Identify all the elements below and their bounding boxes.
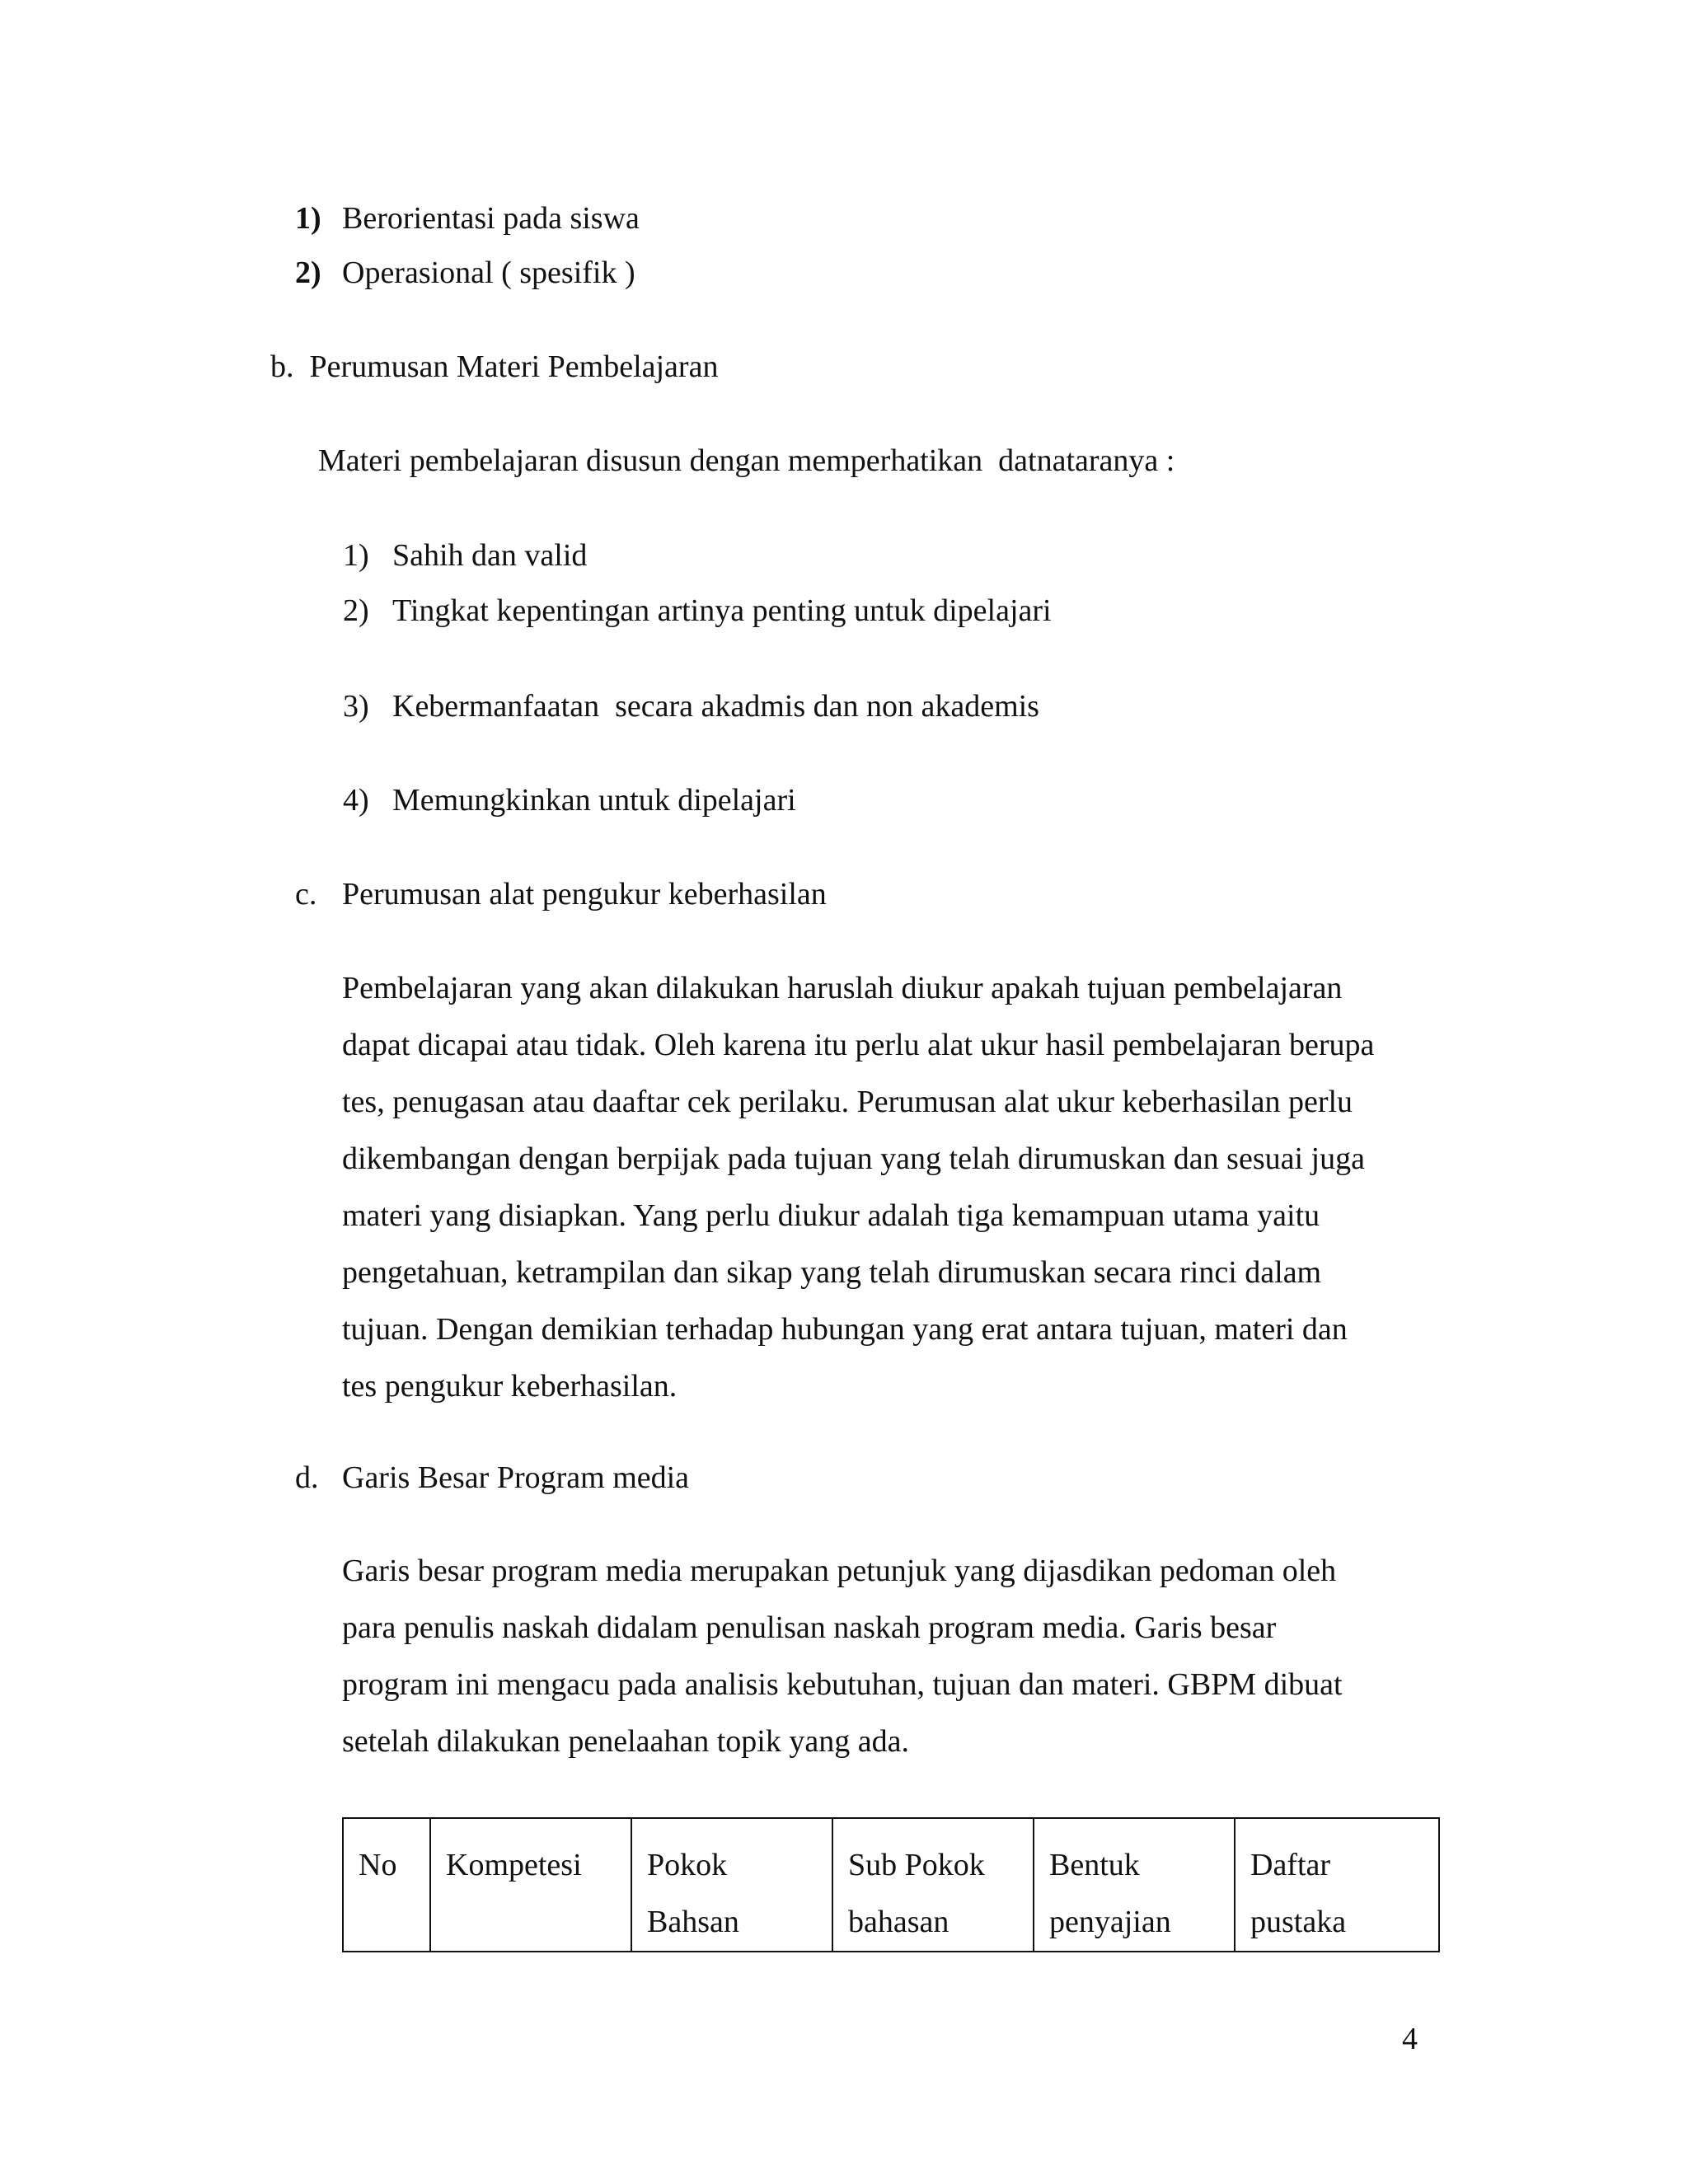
section-d-letter: d. bbox=[295, 1460, 319, 1495]
gbpm-table bbox=[342, 1817, 1440, 1952]
header-text: Daftar bbox=[1250, 1848, 1331, 1882]
table-header-row bbox=[343, 1818, 1439, 1952]
section-b-item-number-2: 2) bbox=[343, 593, 369, 628]
section-c-heading: Perumusan alat pengukur keberhasilan bbox=[342, 877, 827, 912]
section-d-heading: Garis Besar Program media bbox=[342, 1460, 690, 1495]
paragraph-line: pengetahuan, ketrampilan dan sikap yang telah dirumuskan secara rinci dalam bbox=[342, 1255, 1322, 1290]
paragraph-line: tes pengukur keberhasilan. bbox=[342, 1369, 678, 1404]
table-header-cell-daftar-pustaka bbox=[1235, 1818, 1439, 1952]
header-text: pustaka bbox=[1250, 1905, 1347, 1939]
section-b-item-number-3: 3) bbox=[343, 689, 369, 724]
table-header-cell-no bbox=[343, 1818, 430, 1952]
section-c-paragraph bbox=[342, 960, 1438, 1415]
section-b-item-number-1: 1) bbox=[343, 538, 369, 573]
header-text: Bentuk bbox=[1049, 1848, 1140, 1882]
table-header-cell-bentuk-penyajian bbox=[1034, 1818, 1235, 1952]
paragraph-line: tujuan. Dengan demikian terhadap hubungan yang erat antara tujuan, materi dan bbox=[342, 1312, 1348, 1347]
section-b-item-number-4: 4) bbox=[343, 783, 369, 818]
paragraph-line: materi yang disiapkan. Yang perlu diukur adalah tiga kemampuan utama yaitu bbox=[342, 1198, 1320, 1233]
list-top-item-2: Operasional ( spesifik ) bbox=[342, 255, 635, 290]
paragraph-line: Pembelajaran yang akan dilakukan haruslah diukur apakah tujuan pembelajaran bbox=[342, 971, 1343, 1005]
paragraph-line: dikembangan dengan berpijak pada tujuan yang telah dirumuskan dan sesuai juga bbox=[342, 1141, 1365, 1176]
header-text: No bbox=[359, 1848, 397, 1882]
section-b-item-3: Kebermanfaatan secara akadmis dan non akademis bbox=[392, 689, 1039, 724]
table-header-cell-kompetesi bbox=[430, 1818, 631, 1952]
list-top-number-2: 2) bbox=[295, 255, 321, 290]
header-text: Kompetesi bbox=[446, 1848, 582, 1882]
table-header-cell-sub-pokok-bahasan bbox=[832, 1818, 1034, 1952]
paragraph-line: tes, penugasan atau daaftar cek perilaku. Perumusan alat ukur keberhasilan perlu bbox=[342, 1085, 1353, 1119]
paragraph-line: Garis besar program media merupakan petunjuk yang dijasdikan pedoman oleh bbox=[342, 1554, 1337, 1588]
header-text: penyajian bbox=[1049, 1905, 1171, 1939]
page-number: 4 bbox=[1402, 2022, 1418, 2056]
section-c-letter: c. bbox=[295, 877, 317, 912]
section-b-heading: b. Perumusan Materi Pembelajaran bbox=[270, 349, 719, 384]
list-top-item-1: Berorientasi pada siswa bbox=[342, 201, 640, 236]
paragraph-line: dapat dicapai atau tidak. Oleh karena itu perlu alat ukur hasil pembelajaran berupa bbox=[342, 1028, 1375, 1062]
table-header-cell-pokok-bahsan bbox=[631, 1818, 832, 1952]
section-d-paragraph bbox=[342, 1543, 1438, 1770]
header-text: Sub Pokok bbox=[848, 1848, 985, 1882]
paragraph-line: para penulis naskah didalam penulisan naskah program media. Garis besar bbox=[342, 1610, 1277, 1645]
paragraph-line: setelah dilakukan penelaahan topik yang ada. bbox=[342, 1724, 909, 1759]
section-b-intro: Materi pembelajaran disusun dengan memperhatikan datnataranya : bbox=[318, 443, 1175, 478]
header-text: Bahsan bbox=[647, 1905, 739, 1939]
header-text: bahasan bbox=[848, 1905, 950, 1939]
section-b-item-4: Memungkinkan untuk dipelajari bbox=[392, 783, 796, 818]
paragraph-line: program ini mengacu pada analisis kebutuhan, tujuan dan materi. GBPM dibuat bbox=[342, 1667, 1343, 1702]
header-text: Pokok bbox=[647, 1848, 728, 1882]
section-b-item-1: Sahih dan valid bbox=[392, 538, 588, 573]
list-top-number-1: 1) bbox=[295, 201, 321, 236]
section-b-item-2: Tingkat kepentingan artinya penting untuk dipelajari bbox=[392, 593, 1052, 628]
